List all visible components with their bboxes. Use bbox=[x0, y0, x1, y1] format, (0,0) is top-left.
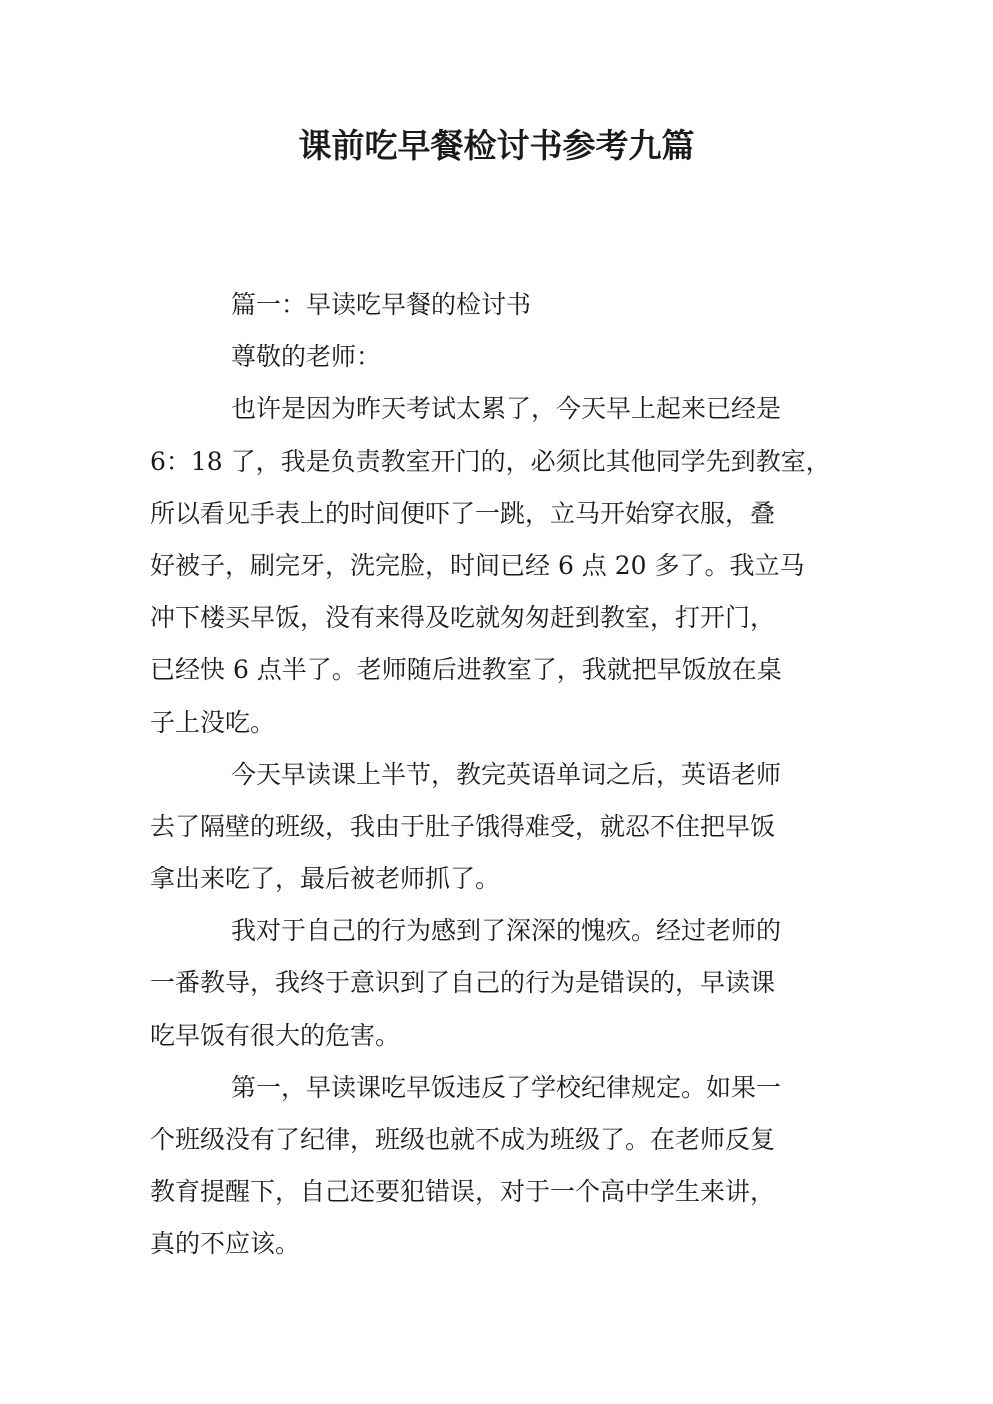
text-line: 我对于自己的行为感到了深深的愧疚。经过老师的 bbox=[231, 916, 782, 946]
text-line: 尊敬的老师： bbox=[231, 342, 382, 372]
text-line: 个班级没有了纪律，班级也就不成为班级了。在老师反复 bbox=[150, 1125, 776, 1154]
text-line: 一番教导，我终于意识到了自己的行为是错误的，早读课 bbox=[150, 968, 776, 998]
text-line: 吃早饭有很大的危害。 bbox=[150, 1020, 401, 1050]
text-line: 子上没吃。 bbox=[150, 707, 276, 737]
text-line: 冲下楼买早饭，没有来得及吃就匆匆赶到教室，打开门， bbox=[150, 603, 776, 633]
text-line: 也许是因为昨天考试太累了，今天早上起来已经是 bbox=[231, 394, 782, 424]
text-line: 今天早读课上半节，教完英语单词之后，英语老师 bbox=[231, 759, 782, 789]
text-line: 所以看见手表上的时间便吓了一跳，立马开始穿衣服，叠 bbox=[150, 498, 776, 528]
text-line: 教育提醒下，自己还要犯错误，对于一个高中学生来讲， bbox=[150, 1177, 776, 1207]
text-line: 去了隔壁的班级，我由于肚子饿得难受，就忍不住把早饭 bbox=[150, 811, 776, 841]
text-line: 好被子，刷完牙，洗完脸，时间已经 6 点 20 多了。我立马 bbox=[150, 550, 805, 580]
document-body bbox=[150, 279, 850, 1271]
text-line: 第一，早读课吃早饭违反了学校纪律规定。如果一 bbox=[231, 1072, 782, 1102]
text-line: 真的不应该。 bbox=[150, 1229, 301, 1259]
document-title: 课前吃早餐检讨书参考九篇 bbox=[298, 126, 695, 165]
text-line: 已经快 6 点半了。老师随后进教室了，我就把早饭放在桌 bbox=[150, 655, 782, 685]
text-line: 拿出来吃了，最后被老师抓了。 bbox=[150, 864, 501, 894]
text-line: 6：18 了，我是负责教室开门的，必须比其他同学先到教室， bbox=[150, 446, 831, 476]
text-line: 篇一：早读吃早餐的检讨书 bbox=[231, 290, 532, 319]
